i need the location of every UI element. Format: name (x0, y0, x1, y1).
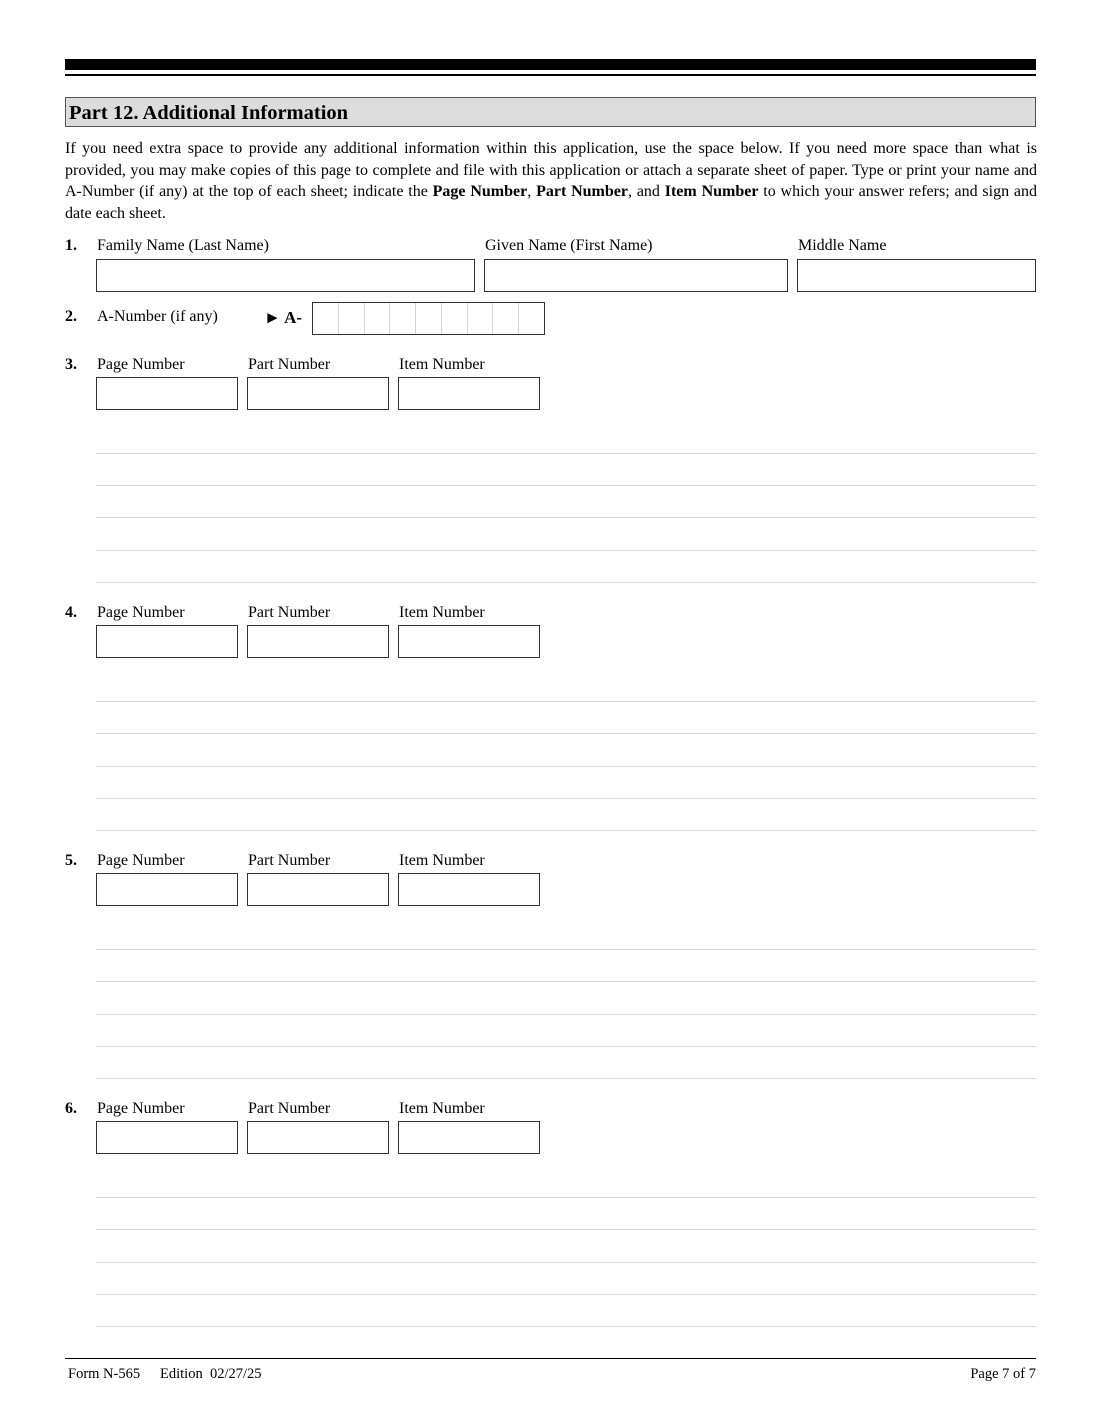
item-number-label: Item Number (399, 852, 485, 869)
part-header: Part 12. Additional Information (65, 97, 1036, 127)
item-number-2: 2. (65, 308, 77, 325)
a-number-digit-cell (442, 303, 468, 334)
answer-line[interactable] (96, 550, 1036, 551)
middle-name-label: Middle Name (798, 237, 887, 254)
given-name-field[interactable] (484, 259, 788, 292)
part-number-label: Part Number (248, 1100, 331, 1117)
answer-line[interactable] (96, 798, 1036, 799)
item-number-field[interactable] (398, 625, 540, 658)
answer-line[interactable] (96, 1078, 1036, 1079)
instructions-paragraph: If you need extra space to provide any additional information within this application, use the space below. If you need more space than what is provided, you may make copies of this page to complete and file with this application or attach a separate sheet of paper. Type or print your name and A-Number (if any) at the top of each sheet; indicate the Page Number, Part Number, and Item Number to which your answer refers; and sign and date each sheet. (65, 140, 1037, 222)
part-number-field[interactable] (247, 377, 389, 410)
answer-line[interactable] (96, 1294, 1036, 1295)
item-number-label: Item Number (399, 1100, 485, 1117)
item-number-3: 3. (65, 356, 77, 373)
a-number-digit-cell (416, 303, 442, 334)
a-number-digit-cell (493, 303, 519, 334)
part-number-label: Part Number (248, 604, 331, 621)
item-number-1: 1. (65, 237, 77, 254)
a-number-field[interactable] (312, 302, 545, 335)
page-number-field[interactable] (96, 377, 238, 410)
item-number-label: Item Number (399, 604, 485, 621)
answer-line[interactable] (96, 485, 1036, 486)
a-number-prefix: ► A- (264, 308, 303, 327)
answer-line[interactable] (96, 1197, 1036, 1198)
item-number-field[interactable] (398, 1121, 540, 1154)
top-thick-rule (65, 59, 1036, 70)
middle-name-field[interactable] (797, 259, 1036, 292)
answer-line[interactable] (96, 582, 1036, 583)
given-name-label: Given Name (First Name) (485, 237, 653, 254)
page-number-label: Page Number (97, 852, 185, 869)
top-thin-rule (65, 74, 1036, 76)
a-number-digit-cell (519, 303, 544, 334)
footer-rule (65, 1358, 1036, 1359)
footer-page-number: Page 7 of 7 (970, 1366, 1036, 1382)
page-number-field[interactable] (96, 873, 238, 906)
item-number-field[interactable] (398, 377, 540, 410)
a-number-digit-cell (313, 303, 339, 334)
answer-line[interactable] (96, 1046, 1036, 1047)
answer-line[interactable] (96, 733, 1036, 734)
page-number-field[interactable] (96, 625, 238, 658)
answer-line[interactable] (96, 830, 1036, 831)
a-number-label: A-Number (if any) (97, 308, 218, 325)
page-number-label: Page Number (97, 356, 185, 373)
answer-line[interactable] (96, 1326, 1036, 1327)
item-number-5: 5. (65, 852, 77, 869)
answer-line[interactable] (96, 1229, 1036, 1230)
part-number-field[interactable] (247, 1121, 389, 1154)
part-number-label: Part Number (248, 356, 331, 373)
answer-line[interactable] (96, 453, 1036, 454)
answer-line[interactable] (96, 766, 1036, 767)
page-number-label: Page Number (97, 1100, 185, 1117)
page-number-label: Page Number (97, 604, 185, 621)
part-number-label: Part Number (248, 852, 331, 869)
item-number-label: Item Number (399, 356, 485, 373)
item-number-4: 4. (65, 604, 77, 621)
part-number-field[interactable] (247, 625, 389, 658)
answer-line[interactable] (96, 1262, 1036, 1263)
answer-line[interactable] (96, 701, 1036, 702)
family-name-label: Family Name (Last Name) (97, 237, 269, 254)
answer-line[interactable] (96, 949, 1036, 950)
item-number-field[interactable] (398, 873, 540, 906)
footer-edition: Edition 02/27/25 (160, 1366, 262, 1382)
answer-line[interactable] (96, 517, 1036, 518)
part-number-field[interactable] (247, 873, 389, 906)
footer-form-name: Form N-565 (68, 1366, 141, 1382)
a-number-digit-cell (468, 303, 494, 334)
a-number-digit-cell (339, 303, 365, 334)
family-name-field[interactable] (96, 259, 475, 292)
answer-line[interactable] (96, 981, 1036, 982)
a-number-digit-cell (390, 303, 416, 334)
page-number-field[interactable] (96, 1121, 238, 1154)
answer-line[interactable] (96, 1014, 1036, 1015)
item-number-6: 6. (65, 1100, 77, 1117)
a-number-digit-cell (365, 303, 391, 334)
